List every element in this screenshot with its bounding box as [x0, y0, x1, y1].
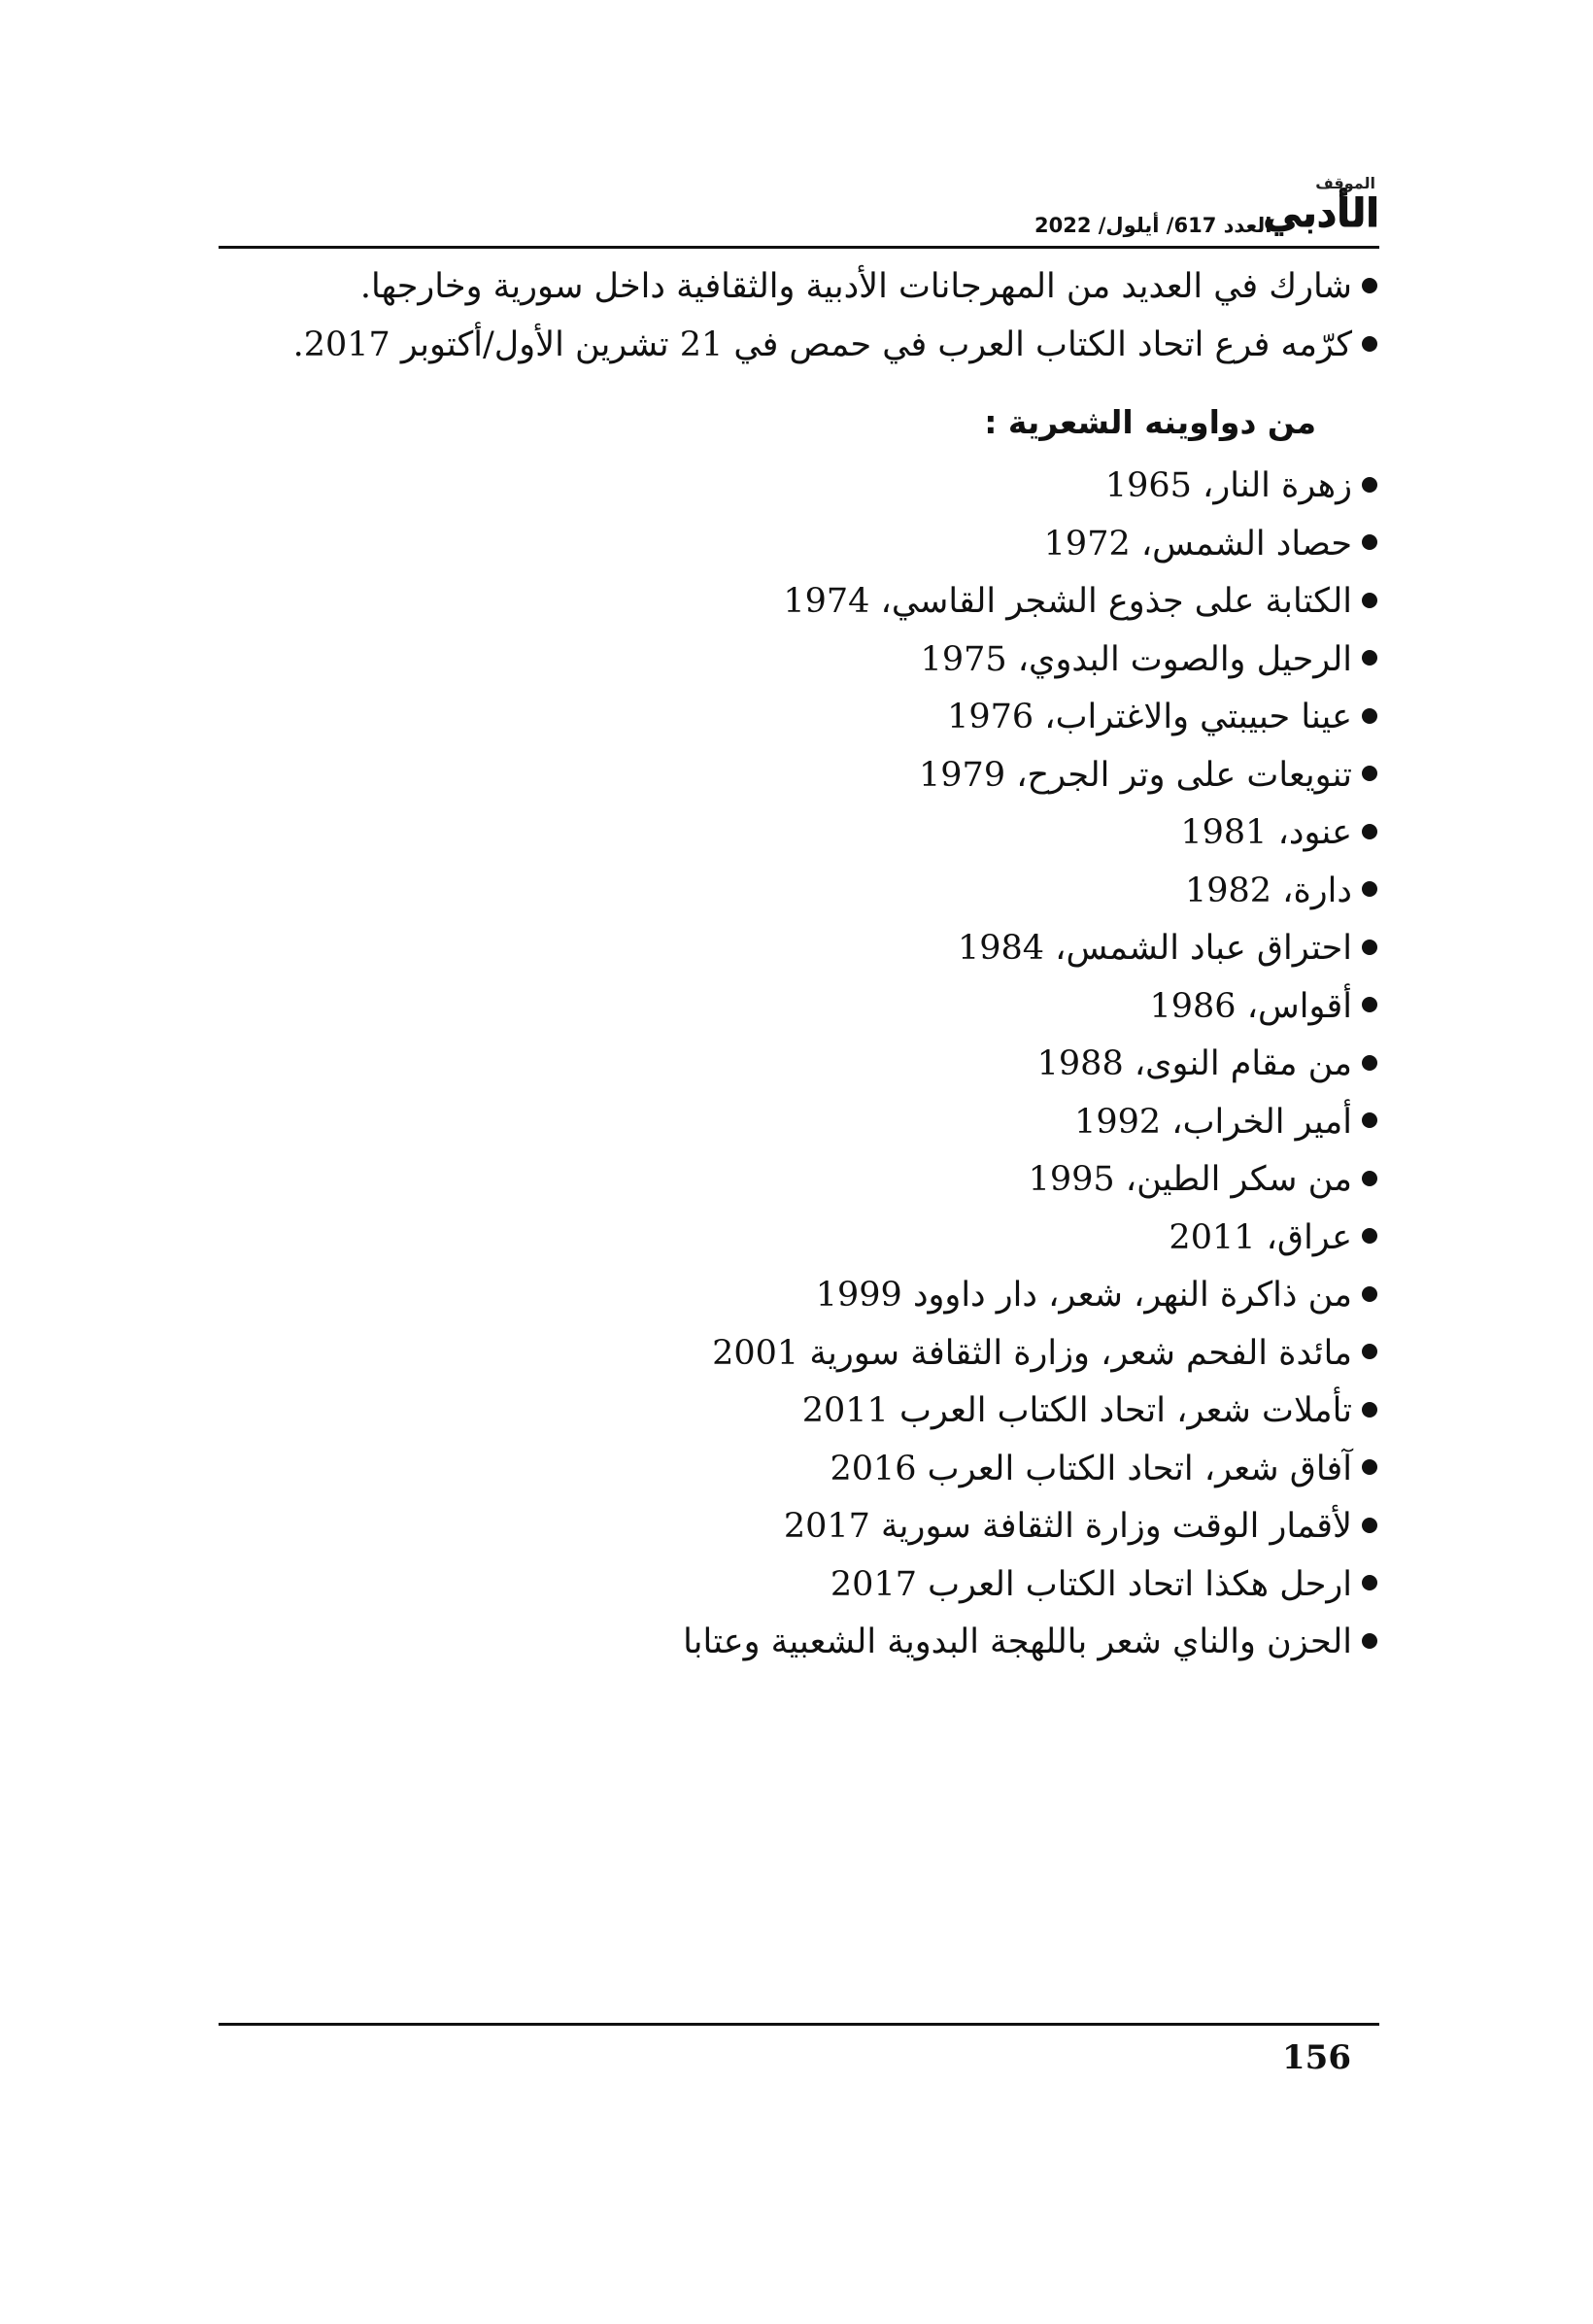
- bullet-icon: [1362, 1286, 1377, 1302]
- bullet-icon: [1362, 336, 1377, 352]
- bullet-icon: [1362, 1171, 1377, 1186]
- list-item: [219, 1441, 1379, 1499]
- list-item: [219, 863, 1379, 921]
- works-list: [219, 458, 1379, 1672]
- list-item-text: لأقمار الوقت وزارة الثقافة سورية 2017: [783, 1507, 1352, 1546]
- bullet-icon: [1362, 477, 1377, 493]
- header-divider: [219, 246, 1379, 249]
- list-item: [219, 257, 1379, 316]
- list-item-text: الحزن والناي شعر باللهجة البدوية الشعبية وعتابا: [683, 1623, 1352, 1661]
- list-item: [219, 1383, 1379, 1441]
- bullet-icon: [1362, 881, 1377, 897]
- bullet-icon: [1362, 1112, 1377, 1128]
- bullet-icon: [1362, 1055, 1377, 1071]
- list-item-text: مائدة الفحم شعر، وزارة الثقافة سورية 2001: [712, 1333, 1352, 1373]
- list-item: [219, 516, 1379, 574]
- bullet-icon: [1362, 1402, 1377, 1418]
- list-item: [219, 1094, 1379, 1152]
- list-item-text: من ذاكرة النهر، شعر، دار داوود 1999: [815, 1276, 1352, 1315]
- list-item-text: أقواس، 1986: [1149, 986, 1352, 1026]
- bullet-icon: [1362, 534, 1377, 550]
- logo-small-text: الموقف: [1315, 174, 1375, 192]
- list-item-text: دارة، 1982: [1184, 871, 1352, 910]
- list-item: [219, 1556, 1379, 1615]
- list-item: [219, 1036, 1379, 1094]
- page-header: [219, 171, 1379, 247]
- list-item: [219, 1151, 1379, 1210]
- list-item-text: ارحل هكذا اتحاد الكتاب العرب 2017: [830, 1564, 1352, 1604]
- list-item: [219, 632, 1379, 690]
- list-item-text: كرّمه فرع اتحاد الكتاب العرب في حمص في 21 تشرين الأول/أكتوبر 2017.: [292, 325, 1352, 364]
- bullet-icon: [1362, 650, 1377, 666]
- list-item-text: الكتابة على جذوع الشجر القاسي، 1974: [783, 582, 1352, 621]
- bullet-icon: [1362, 940, 1377, 955]
- bullet-icon: [1362, 1633, 1377, 1649]
- list-item: [219, 458, 1379, 516]
- list-item: [219, 316, 1379, 374]
- list-item-text: تأملات شعر، اتحاد الكتاب العرب 2011: [801, 1391, 1352, 1430]
- list-item-text: آفاق شعر، اتحاد الكتاب العرب 2016: [830, 1449, 1352, 1488]
- section-heading: من دواوينه الشعرية :: [984, 403, 1316, 441]
- list-item-text: شارك في العديد من المهرجانات الأدبية والثقافية داخل سورية وخارجها.: [359, 267, 1352, 306]
- issue-info: العدد 617/ أيلول/ 2022: [1034, 214, 1272, 237]
- page-number: 156: [1282, 2038, 1351, 2077]
- magazine-logo: [1263, 175, 1379, 241]
- bullet-icon: [1362, 1575, 1377, 1590]
- list-item: [219, 689, 1379, 747]
- bullet-icon: [1362, 997, 1377, 1012]
- bullet-icon: [1362, 766, 1377, 781]
- list-item: [219, 978, 1379, 1037]
- list-item-text: أمير الخراب، 1992: [1074, 1102, 1352, 1142]
- bullet-icon: [1362, 708, 1377, 724]
- list-item-text: من سكر الطين، 1995: [1028, 1160, 1352, 1199]
- list-item: [219, 804, 1379, 863]
- bullet-icon: [1362, 824, 1377, 839]
- list-item-text: تنويعات على وتر الجرح، 1979: [919, 755, 1352, 795]
- list-item-text: الرحيل والصوت البدوي، 1975: [920, 639, 1352, 679]
- main-content: [219, 257, 1379, 1672]
- list-item: [219, 1614, 1379, 1672]
- bullet-icon: [1362, 593, 1377, 608]
- bullet-icon: [1362, 1344, 1377, 1359]
- list-item: [219, 1498, 1379, 1556]
- bullet-icon: [1362, 1228, 1377, 1244]
- intro-list: [219, 257, 1379, 374]
- list-item-text: من مقام النوى، 1988: [1036, 1044, 1352, 1083]
- list-item: [219, 1210, 1379, 1268]
- bullet-icon: [1362, 1459, 1377, 1475]
- list-item-text: عراق، 2011: [1169, 1217, 1352, 1257]
- list-item: [219, 1267, 1379, 1325]
- bullet-icon: [1362, 278, 1377, 293]
- list-item-text: عنود، 1981: [1180, 813, 1352, 852]
- footer-divider: [219, 2023, 1379, 2026]
- list-item-text: احتراق عباد الشمس، 1984: [957, 929, 1352, 968]
- list-item: [219, 1325, 1379, 1384]
- logo-big-text: الأدبي: [1263, 191, 1379, 236]
- list-item-text: حصاد الشمس، 1972: [1043, 524, 1352, 564]
- list-item: [219, 920, 1379, 978]
- list-item-text: زهرة النار، 1965: [1104, 466, 1352, 505]
- list-item-text: عينا حبيبتي والاغتراب، 1976: [947, 698, 1352, 736]
- list-item: [219, 747, 1379, 805]
- list-item: [219, 573, 1379, 632]
- bullet-icon: [1362, 1518, 1377, 1533]
